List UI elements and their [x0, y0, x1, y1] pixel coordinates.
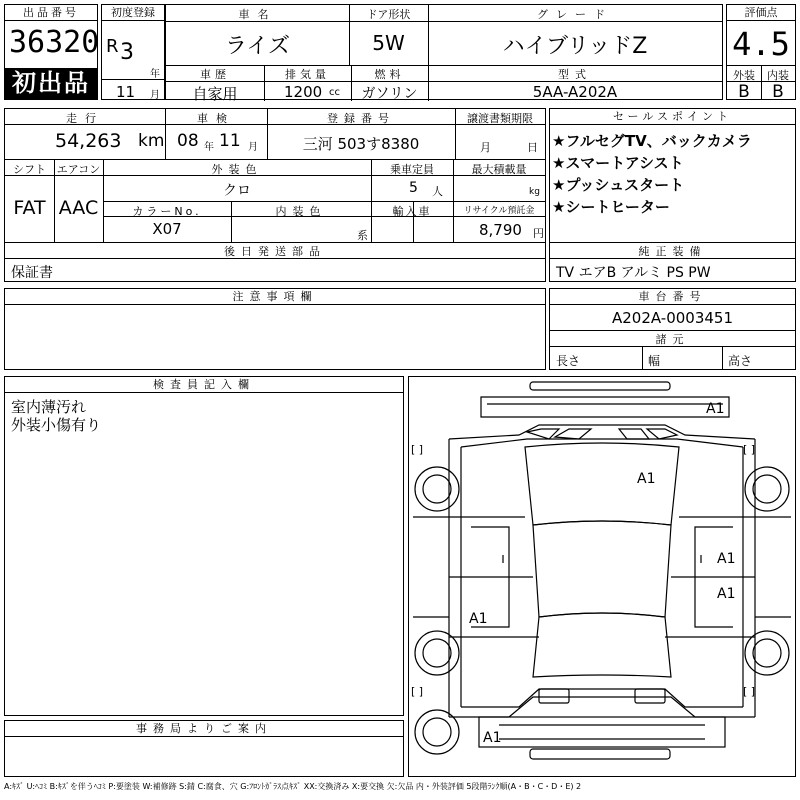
- door-type: 5W: [372, 31, 405, 55]
- later-parts-label: 後日発送部品: [224, 245, 326, 258]
- plate-label: 登録番号: [327, 112, 395, 125]
- import-label: 輸入車: [392, 205, 432, 218]
- notes-label: 注意事項欄: [5, 289, 545, 305]
- bracket-mark: [ ]: [743, 443, 756, 456]
- plate-number: 三河 503す8380: [302, 135, 420, 153]
- damage-mark: A1: [717, 586, 736, 602]
- inspector-note: 室内薄汚れ: [11, 398, 87, 416]
- model-code-label: 型式: [558, 68, 592, 81]
- score: 4.5: [732, 25, 790, 63]
- vehicle-info-block: [165, 4, 723, 103]
- spec-block: [4, 108, 546, 282]
- transfer-month-unit: 月: [480, 141, 491, 154]
- shift: FAT: [13, 197, 46, 219]
- car-name: ライズ: [224, 34, 291, 59]
- damage-mark: A1: [706, 401, 725, 417]
- color-no: X07: [152, 220, 182, 238]
- inspector-block: [4, 376, 404, 716]
- interior-grade-label: 内装: [767, 69, 789, 82]
- era-letter: R: [106, 36, 119, 57]
- ext-color-label: 外装色: [211, 163, 263, 176]
- sales-points-label: セールスポイント: [550, 109, 795, 125]
- office-label: 事務局よりご案内: [5, 721, 403, 737]
- lot-number-label: 出品番号: [5, 5, 97, 21]
- history: 自家用: [192, 85, 238, 103]
- fuel: ガソリン: [361, 86, 418, 102]
- lot-number: 36320: [9, 25, 100, 60]
- history-label: 車歴: [200, 68, 230, 81]
- inspection-month-unit: 月: [248, 142, 258, 153]
- year-unit: 年: [150, 69, 160, 80]
- max-load-unit: kg: [529, 187, 540, 197]
- bracket-mark: [ ]: [411, 443, 424, 456]
- damage-mark: A1: [483, 730, 502, 746]
- damage-diagram: [408, 376, 796, 777]
- specs-dims-label: 諸元: [655, 333, 690, 346]
- height-label: 高さ: [728, 354, 753, 368]
- score-block: [726, 4, 796, 100]
- capacity: 5: [409, 180, 418, 196]
- first-listing-badge: 初出品: [5, 68, 97, 99]
- office-block: [4, 720, 404, 777]
- transfer-day-unit: 日: [527, 141, 538, 154]
- inspection-year-unit: 年: [204, 142, 214, 153]
- score-label: 評価点: [727, 5, 795, 21]
- mileage: 54,263: [55, 130, 122, 152]
- mileage-unit: km: [138, 131, 165, 151]
- recycle-unit: 円: [533, 227, 544, 240]
- aircon: AAC: [58, 197, 99, 219]
- capacity-unit: 人: [432, 185, 443, 198]
- sales-points-block: [549, 108, 796, 282]
- month-unit: 月: [150, 90, 160, 101]
- int-color-label: 内装色: [275, 205, 327, 218]
- later-parts: 保証書: [11, 265, 53, 281]
- grade-label: グレード: [537, 8, 613, 21]
- length-label: 長さ: [556, 354, 581, 368]
- displacement-label: 排気量: [285, 68, 330, 81]
- lot-number-block: [4, 4, 98, 100]
- mileage-label: 走行: [66, 112, 104, 125]
- capacity-label: 乗車定員: [390, 163, 434, 176]
- ext-color: クロ: [223, 183, 251, 199]
- inspection-label: 車検: [197, 112, 235, 125]
- chassis-number: A202A-0003451: [611, 309, 734, 327]
- aircon-label: エアコン: [56, 163, 101, 176]
- inspector-label: 検査員記入欄: [5, 377, 403, 393]
- equipment: TV エアB アルミ PS PW: [556, 265, 711, 281]
- inspection-year: 08: [177, 131, 199, 151]
- model-code: 5AA-A202A: [532, 83, 618, 101]
- transfer-deadline-label: 譲渡書類期限: [467, 112, 533, 125]
- bracket-mark: [ ]: [411, 685, 424, 698]
- inspector-note: 外装小傷有り: [11, 416, 102, 434]
- exterior-grade-label: 外装: [733, 69, 755, 82]
- car-outline-diagram: [409, 377, 795, 776]
- exterior-grade: B: [738, 82, 750, 102]
- fuel-label: 燃料: [374, 68, 405, 81]
- damage-mark: A1: [637, 471, 656, 487]
- shift-label: シフト: [13, 163, 46, 176]
- bracket-mark: [ ]: [743, 685, 756, 698]
- registration-year: 3: [120, 40, 134, 65]
- first-registration-block: [101, 4, 165, 100]
- sales-point-item: ★シートヒーター: [552, 198, 670, 216]
- equipment-label: 純正装備: [638, 245, 707, 258]
- registration-month: 11: [116, 83, 136, 101]
- chassis-label: 車台番号: [550, 289, 795, 305]
- car-name-label: 車名: [238, 8, 277, 21]
- damage-mark: A1: [717, 551, 736, 567]
- max-load-label: 最大積載量: [471, 163, 527, 176]
- sales-point-item: ★プッシュスタート: [552, 176, 685, 194]
- color-no-label: カラーNo.: [132, 205, 202, 218]
- recycle-label: リサイクル預託金: [463, 206, 535, 216]
- first-registration-label: 初度登録: [102, 5, 164, 21]
- door-type-label: ドア形状: [366, 8, 411, 21]
- inspection-month: 11: [219, 131, 241, 151]
- interior-grade: B: [772, 82, 784, 102]
- int-color-suffix: 系: [357, 229, 368, 242]
- sales-point-item: ★フルセグTV、バックカメラ: [552, 132, 752, 150]
- recycle-fee: 8,790: [479, 221, 522, 239]
- grade: ハイブリッドZ: [502, 34, 648, 59]
- sales-point-item: ★スマートアシスト: [552, 154, 684, 172]
- displacement-unit: cc: [329, 87, 340, 98]
- damage-mark: A1: [469, 611, 488, 627]
- width-label: 幅: [648, 354, 661, 368]
- damage-legend: A:ｷｽﾞ U:ﾍｺﾐ B:ｷｽﾞを伴うﾍｺﾐ P:要塗装 W:補修跡 S:錆 C:腐食、穴 G:ﾌﾛﾝﾄｶﾞﾗｽ点ｷｽﾞ XX:交換済み X:要交換 欠:欠品 内・外装評価 5段階ﾗﾝｸ順(A・B・C・D・E) 2: [4, 782, 582, 791]
- chassis-block: [549, 288, 796, 370]
- displacement: 1200: [284, 83, 323, 101]
- notes-block: [4, 288, 546, 370]
